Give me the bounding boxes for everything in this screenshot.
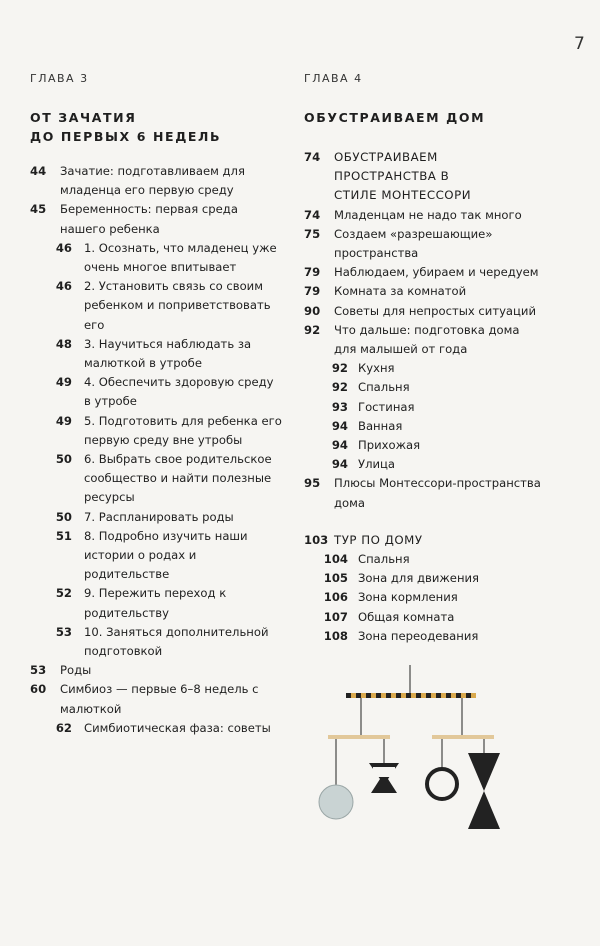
toc-entry[interactable] [30, 719, 290, 738]
toc-page-number: 50 [55, 452, 72, 467]
toc-entry[interactable] [304, 321, 574, 359]
toc-entry-title: Младенцам не надо так много [334, 207, 522, 222]
toc-entry-title: Плюсы Монтессори-пространства дома [334, 476, 541, 510]
toc-entry[interactable] [30, 623, 290, 661]
toc-entry-title: Симбиоз — первые 6–8 недель с малюткой [60, 682, 259, 716]
toc-entry-title: Роды [60, 663, 92, 678]
toc-entry[interactable] [30, 335, 290, 373]
toc-page-number: 53 [30, 663, 47, 678]
toc-entry-title: Общая комната [358, 609, 455, 624]
toc-entry-title: Зона переодевания [358, 628, 479, 643]
toc-page-number: 104 [323, 552, 348, 567]
toc-entry[interactable] [304, 531, 574, 550]
toc-page-number: 90 [304, 303, 321, 318]
montessori-mobile-illustration [316, 665, 516, 845]
toc-page-number: 92 [331, 380, 348, 395]
toc-page-number: 62 [55, 720, 72, 735]
toc-entry[interactable] [30, 200, 290, 238]
toc-entry[interactable] [304, 225, 574, 263]
chapter-title: ОБУСТРАИВАЕМ ДОМ [304, 110, 486, 125]
toc-entry-title: Спальня [358, 552, 410, 567]
toc-page-number: 48 [55, 336, 72, 351]
toc-entry-title: Беременность: первая среда нашего ребенка [60, 202, 238, 236]
toc-page-number: 94 [331, 418, 348, 433]
toc-page-number: 94 [331, 438, 348, 453]
toc-page-number: 94 [331, 457, 348, 472]
toc-entry-title: Спальня [358, 380, 410, 395]
toc-entry[interactable] [30, 412, 290, 450]
toc-entry-title: Зачатие: подготавливаем для младенца его первую среду [60, 164, 245, 198]
toc-page-number: 106 [323, 590, 348, 605]
toc-page-number: 49 [55, 413, 72, 428]
toc-entry[interactable] [304, 398, 574, 417]
toc-entry[interactable] [30, 162, 290, 200]
toc-entry-title: Улица [358, 457, 396, 472]
toc-page-number: 49 [55, 375, 72, 390]
toc-entry[interactable] [30, 450, 290, 508]
toc-entry[interactable] [304, 588, 574, 607]
toc-entry[interactable] [304, 417, 574, 436]
chapter-label: ГЛАВА 3 [30, 72, 89, 85]
toc-page-number: 105 [323, 571, 348, 586]
toc-entry-title: 1. Осознать, что младенец уже очень многое впитывает [84, 240, 277, 275]
toc-page-number: 50 [55, 509, 72, 524]
toc-entry-title: Ванная [358, 418, 403, 433]
toc-entry-title: 4. Обеспечить здоровую среду в утробе [84, 375, 274, 409]
chapter-label: ГЛАВА 4 [304, 72, 363, 85]
toc-page-number: 74 [304, 207, 321, 222]
toc-list [304, 148, 574, 646]
toc-entry-title: Наблюдаем, убираем и чередуем [334, 265, 539, 280]
toc-page-number: 60 [30, 682, 47, 697]
toc-entry-title: 2. Установить связь со своим ребенком и поприветствовать его [84, 279, 271, 332]
toc-entry-title: 9. Пережить переход к родительству [84, 586, 227, 620]
toc-page-number: 52 [55, 586, 72, 601]
toc-entry[interactable] [30, 373, 290, 411]
toc-entry[interactable] [30, 527, 290, 585]
toc-entry[interactable] [304, 282, 574, 301]
toc-entry-title: Гостиная [358, 399, 415, 414]
toc-page-number: 103 [304, 532, 329, 547]
toc-entry[interactable] [304, 436, 574, 455]
toc-entry[interactable] [304, 608, 574, 627]
toc-entry-title: Комната за комнатой [334, 284, 467, 299]
toc-page-number: 79 [304, 284, 321, 299]
toc-entry[interactable] [304, 359, 574, 378]
toc-entry[interactable] [304, 302, 574, 321]
toc-entry-title: ОБУСТРАИВАЕМ ПРОСТРАНСТВА В СТИЛЕ МОНТЕССОРИ [334, 150, 472, 203]
toc-entry-title: 10. Заняться дополнительной подготовкой [84, 624, 269, 659]
chapter-title-line: ОТ ЗАЧАТИЯ [30, 110, 137, 125]
toc-entry-title: 6. Выбрать свое родительское сообщество и найти полезные ресурсы [84, 452, 272, 505]
toc-entry-title: Зона кормления [358, 590, 458, 605]
toc-entry[interactable] [304, 206, 574, 225]
toc-page-number: 93 [331, 399, 348, 414]
toc-entry-title: Прихожая [358, 438, 421, 453]
toc-entry[interactable] [30, 239, 290, 277]
toc-page-number: 74 [304, 150, 321, 164]
toc-page-number: 92 [331, 361, 348, 376]
toc-entry-title: 5. Подготовить для ребенка его первую среду вне утробы [84, 413, 282, 447]
toc-entry[interactable] [30, 680, 290, 718]
toc-entry-title: 7. Распланировать роды [84, 509, 234, 524]
toc-page-number: 53 [55, 624, 72, 639]
toc-list [30, 162, 290, 738]
toc-page-number: 107 [323, 609, 348, 624]
chapter-title [30, 108, 221, 147]
chapter-3 [30, 72, 282, 735]
chapter-title-line: ДО ПЕРВЫХ 6 НЕДЕЛЬ [30, 129, 222, 145]
toc-page-number: 44 [30, 164, 47, 178]
toc-page-number: 92 [304, 322, 321, 337]
toc-entry-title: Что дальше: подготовка дома для малышей от года [334, 322, 520, 357]
toc-entry-title: Создаем «разрешающие» пространства [334, 226, 493, 261]
toc-page-number: 95 [304, 476, 321, 491]
toc-page-number: 79 [304, 265, 321, 280]
double-triangle-icon [468, 753, 500, 791]
toc-entry-title: ТУР ПО ДОМУ [334, 532, 423, 547]
toc-page-number: 46 [55, 240, 72, 255]
toc-entry[interactable] [304, 474, 574, 512]
toc-entry[interactable] [30, 584, 290, 622]
toc-entry[interactable] [304, 455, 574, 474]
toc-entry[interactable] [304, 569, 574, 588]
toc-spacer [304, 513, 574, 531]
toc-entry-title: 3. Научиться наблюдать за малюткой в утробе [84, 336, 252, 371]
toc-entry-title: 8. Подробно изучить наши истории о родах и родительстве [84, 528, 248, 582]
chapter-4 [304, 72, 574, 643]
toc-entry-title: Советы для непростых ситуаций [334, 303, 536, 318]
toc-entry[interactable] [304, 550, 574, 569]
page-number: 7 [574, 34, 585, 54]
striped-bar-icon [346, 693, 476, 698]
toc-entry[interactable] [304, 627, 574, 646]
toc-entry[interactable] [30, 508, 290, 527]
toc-page-number: 108 [323, 628, 348, 643]
toc-page-number: 75 [304, 226, 321, 241]
glass-sphere-icon [319, 785, 353, 819]
toc-page-number: 46 [55, 279, 72, 294]
ring-icon [427, 769, 457, 799]
toc-entry-title: Кухня [358, 361, 395, 376]
toc-entry[interactable] [304, 263, 574, 282]
toc-entry-title: Симбиотическая фаза: советы [84, 720, 271, 735]
toc-entry-title: Зона для движения [358, 571, 480, 586]
toc-page-number: 45 [30, 202, 47, 217]
toc-entry[interactable] [304, 148, 574, 206]
toc-entry[interactable] [30, 661, 290, 680]
toc-entry[interactable] [30, 277, 290, 335]
toc-page-number: 51 [55, 528, 72, 543]
toc-entry[interactable] [304, 378, 574, 397]
